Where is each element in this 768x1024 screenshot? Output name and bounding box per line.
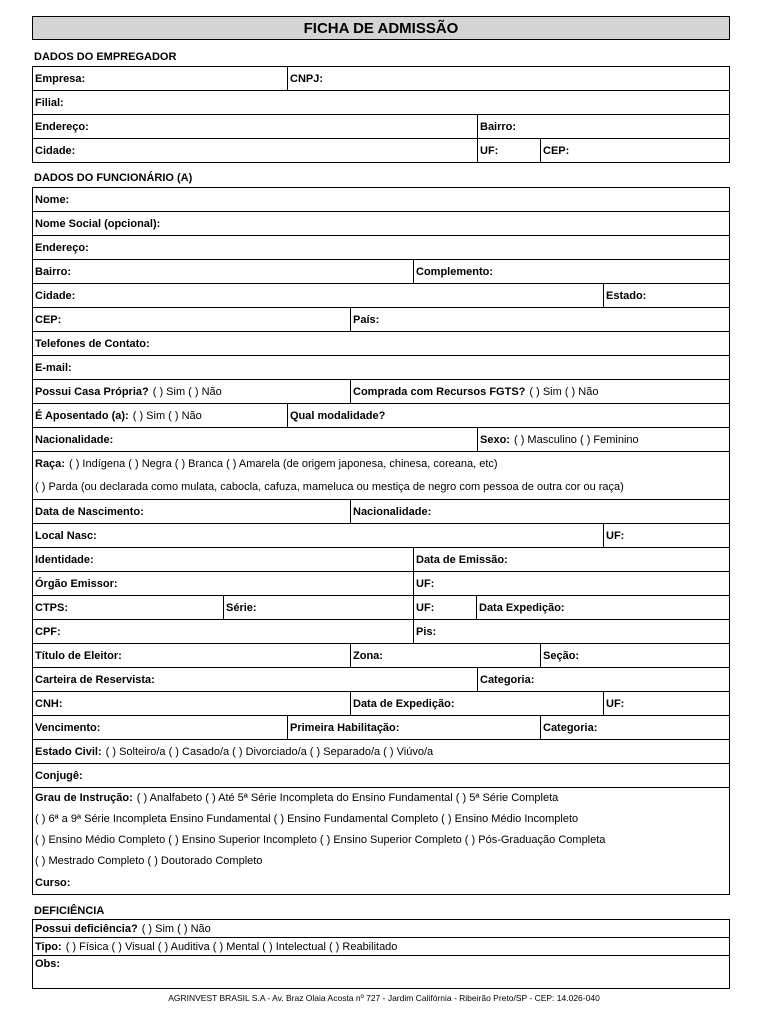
race-options-2[interactable]: ( ) Parda (ou declarada como mulata, cabocla, cafuza, mameluca ou mestiça de negro com pessoa de outra cor ou raça)	[35, 481, 624, 493]
disability-row	[33, 937, 729, 955]
employer-table	[32, 66, 730, 163]
social-name-field[interactable]	[33, 212, 729, 235]
employer-uf-field[interactable]	[477, 139, 540, 162]
disability-type-field[interactable]	[33, 938, 729, 955]
marital-status-label: Estado Civil:	[35, 745, 102, 758]
first-license-field[interactable]	[287, 716, 540, 739]
employer-district-label: Bairro:	[480, 120, 517, 133]
pis-field[interactable]	[413, 620, 729, 643]
id-label: Identidade:	[35, 553, 94, 566]
own-house-label: Possui Casa Própria?	[35, 385, 149, 398]
ctps-field[interactable]	[33, 596, 223, 619]
issue-date-label: Data de Emissão:	[416, 553, 508, 566]
branch-label: Filial:	[35, 96, 64, 109]
employer-row	[33, 90, 729, 114]
cnh-uf-label: UF:	[606, 697, 625, 710]
expiry-field[interactable]	[33, 716, 287, 739]
disability-row	[33, 955, 729, 988]
employee-row	[33, 691, 729, 715]
employee-row	[33, 307, 729, 331]
employee-row	[33, 829, 729, 850]
ctps-label: CTPS:	[35, 601, 68, 614]
voter-id-label: Título de Eleitor:	[35, 649, 122, 662]
disability-row	[33, 920, 729, 937]
complement-label: Complemento:	[416, 265, 493, 278]
employee-row	[33, 619, 729, 643]
education-label: Grau de Instrução:	[35, 792, 133, 804]
employee-row	[33, 499, 729, 523]
disability-table	[32, 919, 730, 989]
employer-row	[33, 67, 729, 90]
name-field[interactable]	[33, 188, 729, 211]
reservist-category-field[interactable]	[477, 668, 729, 691]
employee-row	[33, 595, 729, 619]
state-field[interactable]	[603, 284, 729, 307]
disability-type-label: Tipo:	[35, 940, 62, 953]
phones-label: Telefones de Contato:	[35, 337, 150, 350]
company-label: Empresa:	[35, 72, 86, 85]
modality-label: Qual modalidade?	[290, 409, 386, 422]
cep-label: CEP:	[35, 313, 62, 326]
employee-table	[32, 187, 730, 895]
cnh-category-field[interactable]	[540, 716, 729, 739]
employer-district-field[interactable]	[477, 115, 729, 138]
section-field[interactable]	[540, 644, 729, 667]
section-employer-heading: DADOS DO EMPREGADOR	[34, 51, 177, 63]
employee-row	[33, 403, 729, 427]
education-field[interactable]	[33, 788, 729, 808]
employee-row	[33, 763, 729, 787]
fgts-field[interactable]	[350, 380, 729, 403]
form-title: FICHA DE ADMISSÃO	[32, 16, 730, 40]
spouse-field[interactable]	[33, 764, 729, 787]
employee-row	[33, 188, 729, 211]
employer-city-field[interactable]	[33, 139, 477, 162]
cnh-label: CNH:	[35, 697, 63, 710]
nationality-field[interactable]	[33, 428, 477, 451]
marital-status-field[interactable]	[33, 740, 729, 763]
employee-row	[33, 475, 729, 499]
cpf-field[interactable]	[33, 620, 413, 643]
employee-row	[33, 211, 729, 235]
ctps-expedition-label: Data Expedição:	[479, 601, 565, 614]
email-label: E-mail:	[35, 361, 72, 374]
fgts-label: Comprada com Recursos FGTS?	[353, 385, 526, 398]
fgts-options[interactable]: ( ) Sim ( ) Não	[529, 385, 599, 398]
section-employee-heading: DADOS DO FUNCIONÁRIO (A)	[34, 172, 193, 184]
has-disability-field[interactable]	[33, 920, 729, 937]
employee-row	[33, 523, 729, 547]
employee-row	[33, 667, 729, 691]
id-field[interactable]	[33, 548, 413, 571]
cpf-label: CPF:	[35, 625, 61, 638]
reservist-category-label: Categoria:	[480, 673, 535, 686]
cnh-uf-field[interactable]	[603, 692, 729, 715]
race-field[interactable]	[33, 452, 729, 475]
spouse-label: Conjugê:	[35, 769, 83, 782]
birthdate-field[interactable]	[33, 500, 350, 523]
employee-row	[33, 643, 729, 667]
zone-label: Zona:	[353, 649, 383, 662]
education-options-3[interactable]: ( ) Ensino Médio Completo ( ) Ensino Superior Incompleto ( ) Ensino Superior Completo ( ) Pós-Graduação Completa	[35, 833, 606, 846]
employee-row	[33, 571, 729, 595]
birthdate-label: Data de Nascimento:	[35, 505, 144, 518]
birthplace-label: Local Nasc:	[35, 529, 97, 542]
state-label: Estado:	[606, 289, 647, 302]
has-disability-label: Possui deficiência?	[35, 922, 138, 935]
company-field[interactable]	[33, 67, 287, 90]
issue-date-field[interactable]	[413, 548, 729, 571]
employer-uf-label: UF:	[480, 144, 499, 157]
retired-field[interactable]	[33, 404, 287, 427]
employee-row	[33, 871, 729, 894]
own-house-field[interactable]	[33, 380, 350, 403]
district-label: Bairro:	[35, 265, 72, 278]
series-field[interactable]	[223, 596, 413, 619]
employer-cep-field[interactable]	[540, 139, 729, 162]
employee-row	[33, 235, 729, 259]
name-label: Nome:	[35, 193, 70, 206]
ctps-uf-field[interactable]	[413, 596, 476, 619]
issuer-uf-field[interactable]	[413, 572, 729, 595]
pis-label: Pis:	[416, 625, 437, 638]
cnpj-field[interactable]	[287, 67, 729, 90]
employee-row	[33, 283, 729, 307]
issuer-label: Órgão Emissor:	[35, 577, 118, 590]
education-options-1[interactable]: ( ) Analfabeto ( ) Até 5ª Série Incompleta do Ensino Fundamental ( ) 5ª Série Completa	[136, 792, 559, 804]
section-disability-heading: DEFICIÊNCIA	[34, 905, 105, 917]
own-house-options[interactable]: ( ) Sim ( ) Não	[152, 385, 222, 398]
birth-uf-label: UF:	[606, 529, 625, 542]
district-field[interactable]	[33, 260, 413, 283]
section-label: Seção:	[543, 649, 580, 662]
employee-row	[33, 379, 729, 403]
employee-row	[33, 739, 729, 763]
employer-row	[33, 138, 729, 162]
race-options[interactable]: ( ) Indígena ( ) Negra ( ) Branca ( ) Amarela (de origem japonesa, chinesa, coreana, etc)	[68, 457, 498, 470]
employer-address-field[interactable]	[33, 115, 477, 138]
modality-field[interactable]	[287, 404, 729, 427]
cnh-field[interactable]	[33, 692, 350, 715]
country-label: País:	[353, 313, 380, 326]
course-field[interactable]	[33, 871, 729, 894]
voter-id-field[interactable]	[33, 644, 350, 667]
cnh-expedition-field[interactable]	[350, 692, 603, 715]
cnh-expedition-label: Data de Expedição:	[353, 697, 455, 710]
reservist-field[interactable]	[33, 668, 477, 691]
reservist-label: Carteira de Reservista:	[35, 673, 155, 686]
sex-label: Sexo:	[480, 433, 510, 446]
employee-row	[33, 808, 729, 829]
obs-label: Obs:	[35, 958, 61, 970]
employee-row	[33, 355, 729, 379]
race-label: Raça:	[35, 457, 65, 470]
nationality-label: Nacionalidade:	[35, 433, 114, 446]
first-license-label: Primeira Habilitação:	[290, 721, 400, 734]
sex-field[interactable]	[477, 428, 729, 451]
series-label: Série:	[226, 601, 257, 614]
employer-city-label: Cidade:	[35, 144, 76, 157]
footer-address: AGRINVEST BRASIL S.A - Av. Braz Olaia Acosta nº 727 - Jardim Califórnia - Ribeirão Preto/SP - CEP: 14.026-040	[168, 993, 600, 1003]
marital-status-options[interactable]: ( ) Solteiro/a ( ) Casado/a ( ) Divorciado/a ( ) Separado/a ( ) Viúvo/a	[105, 745, 434, 758]
country-field[interactable]	[350, 308, 729, 331]
cnh-category-label: Categoria:	[543, 721, 598, 734]
has-disability-options[interactable]: ( ) Sim ( ) Não	[141, 922, 211, 935]
education-options-2[interactable]: ( ) 6ª a 9ª Série Incompleta Ensino Fundamental ( ) Ensino Fundamental Completo ( ) Ensino Médio Incompleto	[35, 812, 579, 825]
employer-address-label: Endereço:	[35, 120, 89, 133]
employee-row	[33, 259, 729, 283]
obs-field[interactable]	[33, 956, 729, 970]
course-label: Curso:	[35, 876, 71, 889]
employer-row	[33, 114, 729, 138]
education-options-4[interactable]: ( ) Mestrado Completo ( ) Doutorado Completo	[35, 854, 263, 867]
branch-field[interactable]	[33, 91, 729, 114]
employee-row	[33, 787, 729, 808]
city-field[interactable]	[33, 284, 603, 307]
employee-row	[33, 451, 729, 475]
phones-field[interactable]	[33, 332, 729, 355]
complement-field[interactable]	[413, 260, 729, 283]
cep-field[interactable]	[33, 308, 350, 331]
address-field[interactable]	[33, 236, 729, 259]
ctps-uf-label: UF:	[416, 601, 435, 614]
employee-row	[33, 715, 729, 739]
zone-field[interactable]	[350, 644, 540, 667]
employer-cep-label: CEP:	[543, 144, 570, 157]
email-field[interactable]	[33, 356, 729, 379]
sex-options[interactable]: ( ) Masculino ( ) Feminino	[513, 433, 639, 446]
issuer-field[interactable]	[33, 572, 413, 595]
employee-row	[33, 850, 729, 871]
disability-type-options[interactable]: ( ) Física ( ) Visual ( ) Auditiva ( ) Mental ( ) Intelectual ( ) Reabilitado	[65, 940, 398, 953]
address-label: Endereço:	[35, 241, 89, 254]
retired-label: É Aposentado (a):	[35, 409, 129, 422]
ctps-expedition-field[interactable]	[476, 596, 729, 619]
retired-options[interactable]: ( ) Sim ( ) Não	[132, 409, 202, 422]
birth-uf-field[interactable]	[603, 524, 729, 547]
nationality2-field[interactable]	[350, 500, 729, 523]
birthplace-field[interactable]	[33, 524, 603, 547]
employee-row	[33, 547, 729, 571]
employee-row	[33, 331, 729, 355]
nationality2-label: Nacionalidade:	[353, 505, 432, 518]
social-name-label: Nome Social (opcional):	[35, 217, 161, 230]
expiry-label: Vencimento:	[35, 721, 101, 734]
cnpj-label: CNPJ:	[290, 72, 324, 85]
issuer-uf-label: UF:	[416, 577, 435, 590]
city-label: Cidade:	[35, 289, 76, 302]
employee-row	[33, 427, 729, 451]
